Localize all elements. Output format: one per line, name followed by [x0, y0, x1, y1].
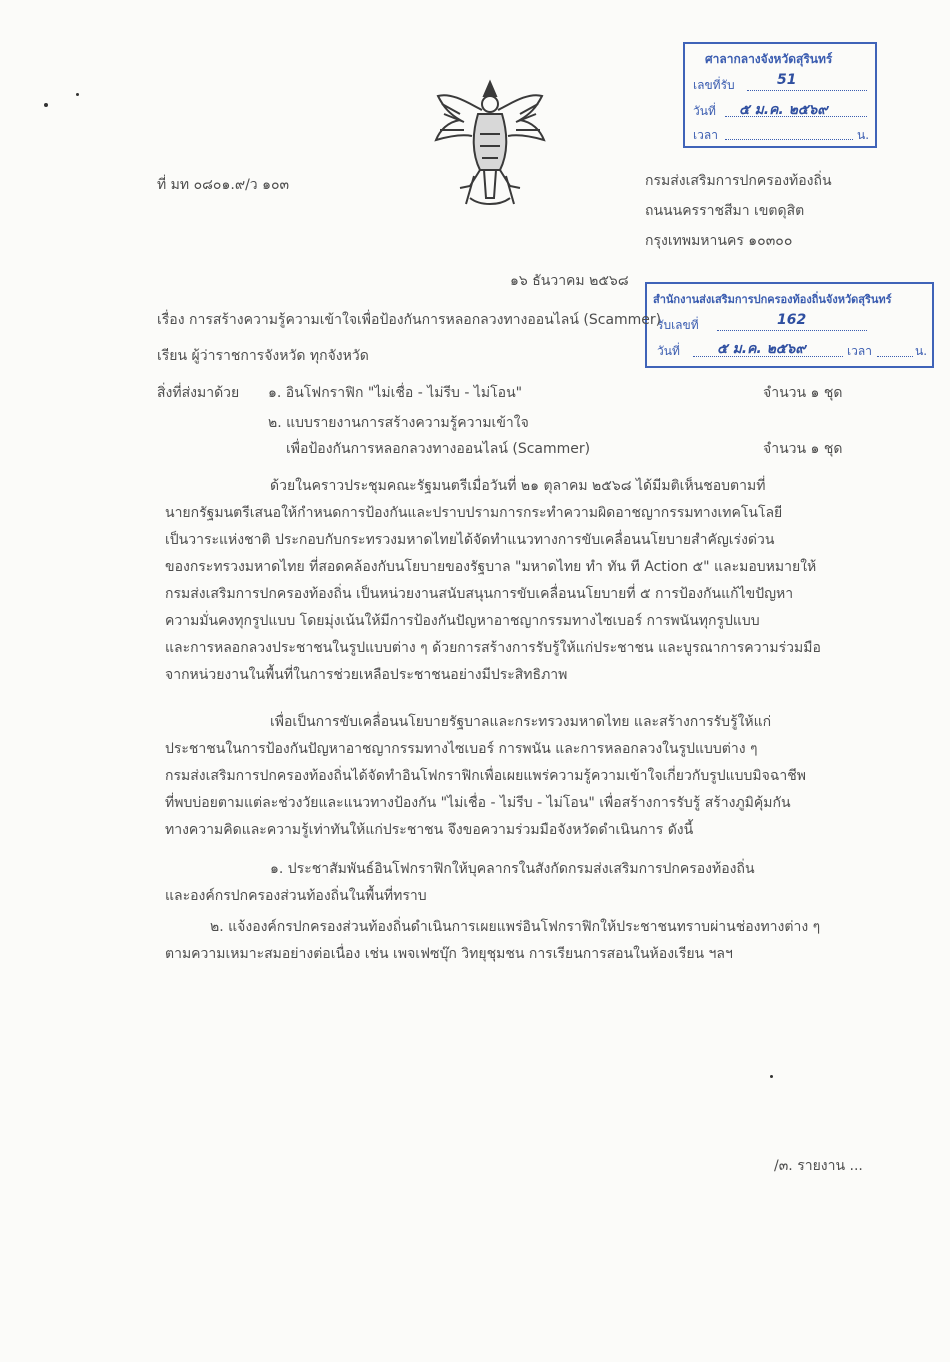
- letter-subject: เรื่อง การสร้างความรู้ความเข้าใจเพื่อป้องกันการหลอกลวงทางออนไลน์ (Scammer): [157, 312, 662, 328]
- sender-line-2: ถนนนครราชสีมา เขตดุสิต: [645, 203, 805, 219]
- continued-marker: /๓. รายงาน ...: [774, 1158, 863, 1174]
- stamp-no-label: รับเลขที่: [657, 318, 699, 332]
- paragraph-line: ประชาชนในการป้องกันปัญหาอาชญากรรมทางไซเบอร์ การพนัน และการหลอกลวงในรูปแบบต่าง ๆ: [165, 741, 758, 757]
- body-paragraph-2: [165, 709, 806, 844]
- paragraph-line: และองค์กรปกครองส่วนท้องถิ่นในพื้นที่ทราบ: [165, 888, 427, 904]
- paragraph-line: จากหน่วยงานในพื้นที่ในการช่วยเหลือประชาชนอย่างมีประสิทธิภาพ: [165, 667, 568, 683]
- paragraph-line: กรมส่งเสริมการปกครองท้องถิ่น เป็นหน่วยงานสนับสนุนการขับเคลื่อนนโยบายที่ ๕ การป้องกันแก้ไขปัญหา: [165, 586, 794, 602]
- sender-line-3: กรุงเทพมหานคร ๑๐๓๐๐: [645, 233, 793, 249]
- paragraph-line: นายกรัฐมนตรีเสนอให้กำหนดการป้องกันและปราบปรามการกระทำความผิดอาชญากรรมทางเทคโนโลยี: [165, 505, 783, 521]
- scan-speck: [76, 93, 79, 96]
- stamp-time-label: เวลา: [693, 128, 718, 142]
- paragraph-line: ๒. แจ้งองค์กรปกครองส่วนท้องถิ่นดำเนินการเผยแพร่อินโฟกราฟิกให้ประชาชนทราบผ่านช่องทางต่าง ๆ: [210, 919, 821, 935]
- paragraph-line: ทางความคิดและความรู้เท่าทันให้แก่ประชาชน จึงขอความร่วมมือจังหวัดดำเนินการ ดังนี้: [165, 822, 694, 838]
- receipt-stamp-local-admin-office: [645, 282, 934, 368]
- scan-speck: [44, 103, 48, 107]
- paragraph-line: ด้วยในคราวประชุมคณะรัฐมนตรีเมื่อวันที่ ๒๑ ตุลาคม ๒๕๖๘ ได้มีมติเห็นชอบตามที่: [270, 478, 766, 494]
- paragraph-line: ของกระทรวงมหาดไทย ที่สอดคล้องกับนโยบายของรัฐบาล "มหาดไทย ทำ ทัน ที Action ๕" และมอบหมายให้: [165, 559, 817, 575]
- stamp-date-label: วันที่: [657, 344, 680, 358]
- stamp-title: ศาลากลางจังหวัดสุรินทร์: [705, 52, 833, 66]
- scan-speck: [770, 1075, 773, 1078]
- stamp-time-suffix: น.: [857, 128, 870, 142]
- attachment-2-line-1: ๒. แบบรายงานการสร้างความรู้ความเข้าใจ: [268, 415, 529, 431]
- letter-recipient: เรียน ผู้ว่าราชการจังหวัด ทุกจังหวัด: [157, 348, 369, 364]
- attachment-1: ๑. อินโฟกราฟิก "ไม่เชื่อ - ไม่รีบ - ไม่โอน": [268, 385, 523, 401]
- paragraph-line: ตามความเหมาะสมอย่างต่อเนื่อง เช่น เพจเฟซบุ๊ก วิทยุชุมชน การเรียนการสอนในห้องเรียน ฯลฯ: [165, 946, 733, 962]
- receipt-stamp-provincial-hall: [683, 42, 877, 148]
- stamp-time-suffix: น.: [915, 344, 928, 358]
- stamp-no-label: เลขที่รับ: [693, 78, 735, 92]
- request-item-1: [165, 856, 755, 910]
- paragraph-line: เพื่อเป็นการขับเคลื่อนนโยบายรัฐบาลและกระทรวงมหาดไทย และสร้างการรับรู้ให้แก่: [270, 714, 772, 730]
- body-paragraph-1: [165, 473, 821, 689]
- paragraph-line: ที่พบบ่อยตามแต่ละช่วงวัยและแนวทางป้องกัน "ไม่เชื่อ - ไม่รีบ - ไม่โอน" เพื่อสร้างการรับรู้ สร้างภูมิคุ้มกัน: [165, 795, 791, 811]
- attachments-label: สิ่งที่ส่งมาด้วย: [157, 385, 240, 401]
- paragraph-line: ๑. ประชาสัมพันธ์อินโฟกราฟิกให้บุคลากรในสังกัดกรมส่งเสริมการปกครองท้องถิ่น: [270, 861, 755, 877]
- stamp-date-label: วันที่: [693, 104, 716, 118]
- garuda-emblem-icon: [430, 74, 550, 214]
- stamp-title: สำนักงานส่งเสริมการปกครองท้องถิ่นจังหวัดสุรินทร์: [653, 293, 892, 306]
- request-item-2: [165, 914, 820, 968]
- stamp-time-label: เวลา: [847, 344, 872, 358]
- stamp-no-value: 162: [777, 312, 807, 328]
- attachment-2-line-2: เพื่อป้องกันการหลอกลวงทางออนไลน์ (Scammer): [286, 441, 591, 457]
- attachment-1-quantity: จำนวน ๑ ชุด: [763, 385, 843, 401]
- stamp-date-value: ๕ ม.ค. ๒๕๖๙: [717, 341, 806, 357]
- sender-line-1: กรมส่งเสริมการปกครองท้องถิ่น: [645, 173, 832, 189]
- paragraph-line: เป็นวาระแห่งชาติ ประกอบกับกระทรวงมหาดไทยได้จัดทำแนวทางการขับเคลื่อนนโยบายสำคัญเร่งด่วน: [165, 532, 775, 548]
- paragraph-line: กรมส่งเสริมการปกครองท้องถิ่นได้จัดทำอินโฟกราฟิกเพื่อเผยแพร่ความรู้ความเข้าใจเกี่ยวกับรูปแบบมิจฉาชีพ: [165, 768, 806, 784]
- paragraph-line: และการหลอกลวงประชาชนในรูปแบบต่าง ๆ ด้วยการสร้างการรับรู้ให้แก่ประชาชน และบูรณาการความร่วมมือ: [165, 640, 821, 656]
- document-number: ที่ มท ๐๘๐๑.๙/ว ๑๐๓: [157, 177, 290, 193]
- paragraph-line: ความมั่นคงทุกรูปแบบ โดยมุ่งเน้นให้มีการป้องกันปัญหาอาชญากรรมทางไซเบอร์ การพนันทุกรูปแบบ: [165, 613, 760, 629]
- stamp-date-value: ๕ ม.ค. ๒๕๖๙: [739, 102, 828, 118]
- letter-date: ๑๖ ธันวาคม ๒๕๖๘: [510, 273, 629, 289]
- attachment-2-quantity: จำนวน ๑ ชุด: [763, 441, 843, 457]
- stamp-no-value: 51: [777, 72, 797, 88]
